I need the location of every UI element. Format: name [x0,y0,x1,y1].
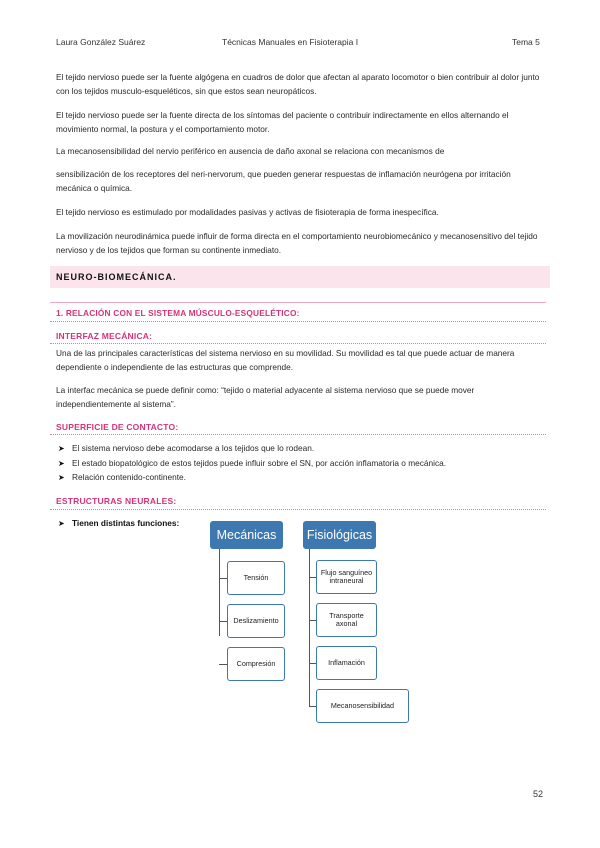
header-author: Laura González Suárez [56,37,146,47]
interfaz-paragraph-1: Una de las principales características del sistema nervioso en su movilidad. Su movilidad es tal que puede actuar de manera dependiente o independiente de las estructuras que comprende. [56,348,515,372]
header-topic: Tema 5 [512,37,540,47]
superficie-title: SUPERFICIE DE CONTACTO: [56,422,179,432]
connector-line [219,549,220,636]
superficie-divider [50,434,546,435]
diagram-head-mecanicas: Mecánicas [210,521,283,549]
diagram-head-fisiologicas: Fisiológicas [303,521,376,549]
superficie-bullet-3: ➤ Relación contenido-continente. [58,472,186,482]
section-divider [50,302,546,303]
subsection-title: 1. RELACIÓN CON EL SISTEMA MÚSCULO-ESQUELÉTICO: [56,308,300,318]
superficie-bullet-2: ➤ El estado biopatológico de estos tejidos puede influir sobre el SN, por acción inflamatoria o mecánica. [58,458,447,468]
arrow-bullet-icon: ➤ [58,459,65,468]
diagram-item-flujo-sanguineo: Flujo sanguíneo intraneural [316,560,377,594]
connector-line [309,663,316,664]
connector-line [309,577,316,578]
diagram-item-transporte-axonal: Transporte axonal [316,603,377,637]
diagram-item-compresion: Compresión [227,647,285,681]
estructuras-bullet: ➤ Tienen distintas funciones: [58,518,180,528]
interfaz-divider [50,343,546,344]
diagram-item-tension: Tensión [227,561,285,595]
intro-paragraph-6: La movilización neurodinámica puede influir de forma directa en el comportamiento neurobiomecánico y mecanosensitivo del tejido nervioso y de los tejidos que forman su continente inmediato. [56,231,538,255]
superficie-bullet-1: ➤ El sistema nervioso debe acomodarse a los tejidos que lo rodean. [58,443,315,453]
intro-paragraph-3: La mecanosensibilidad del nervio periférico en ausencia de daño axonal se relaciona con mecanismos de [56,146,445,156]
diagram-item-inflamacion: Inflamación [316,646,377,680]
arrow-bullet-icon: ➤ [58,444,65,453]
subsection-divider [50,321,546,322]
connector-line [219,621,227,622]
header-course: Técnicas Manuales en Fisioterapia I [222,37,359,47]
intro-paragraph-5: El tejido nervioso es estimulado por modalidades pasivas y activas de fisioterapia de forma inespecífica. [56,207,439,217]
estructuras-divider [50,509,546,510]
diagram-item-deslizamiento: Deslizamiento [227,604,285,638]
intro-paragraph-2: El tejido nervioso puede ser la fuente directa de los síntomas del paciente o contribuir indirectamente en ellos alternando el movimiento normal, la postura y el comportamiento motor. [56,110,509,134]
connector-line [219,578,227,579]
connector-line [309,706,316,707]
section-title: NEURO-BIOMECÁNICA. [56,272,177,282]
intro-paragraph-1: El tejido nervioso puede ser la fuente algógena en cuadros de dolor que afectan al aparato locomotor o bien contribuir al dolor junto con los tejidos musculo-esqueléticos, sin que estos sean neuropáticos. [56,72,540,96]
arrow-bullet-icon: ➤ [58,473,65,482]
page-number: 52 [533,789,544,799]
interfaz-paragraph-2: La interfac mecánica se puede definir como: “tejido o material adyacente al sistema nervioso que se puede mover independientemente al sistema”. [56,385,475,409]
connector-line [309,620,316,621]
diagram-item-mecanosensibilidad: Mecanosensibilidad [316,689,409,723]
connector-line [309,549,310,707]
estructuras-title: ESTRUCTURAS NEURALES: [56,496,177,506]
interfaz-title: INTERFAZ MECÁNICA: [56,331,153,341]
intro-paragraph-4: sensibilización de los receptores del neri-nervorum, que pueden generar respuestas de inflamación neurógena por irritación mecánica o química. [56,169,511,193]
connector-line [219,664,227,665]
arrow-bullet-icon: ➤ [58,519,65,528]
